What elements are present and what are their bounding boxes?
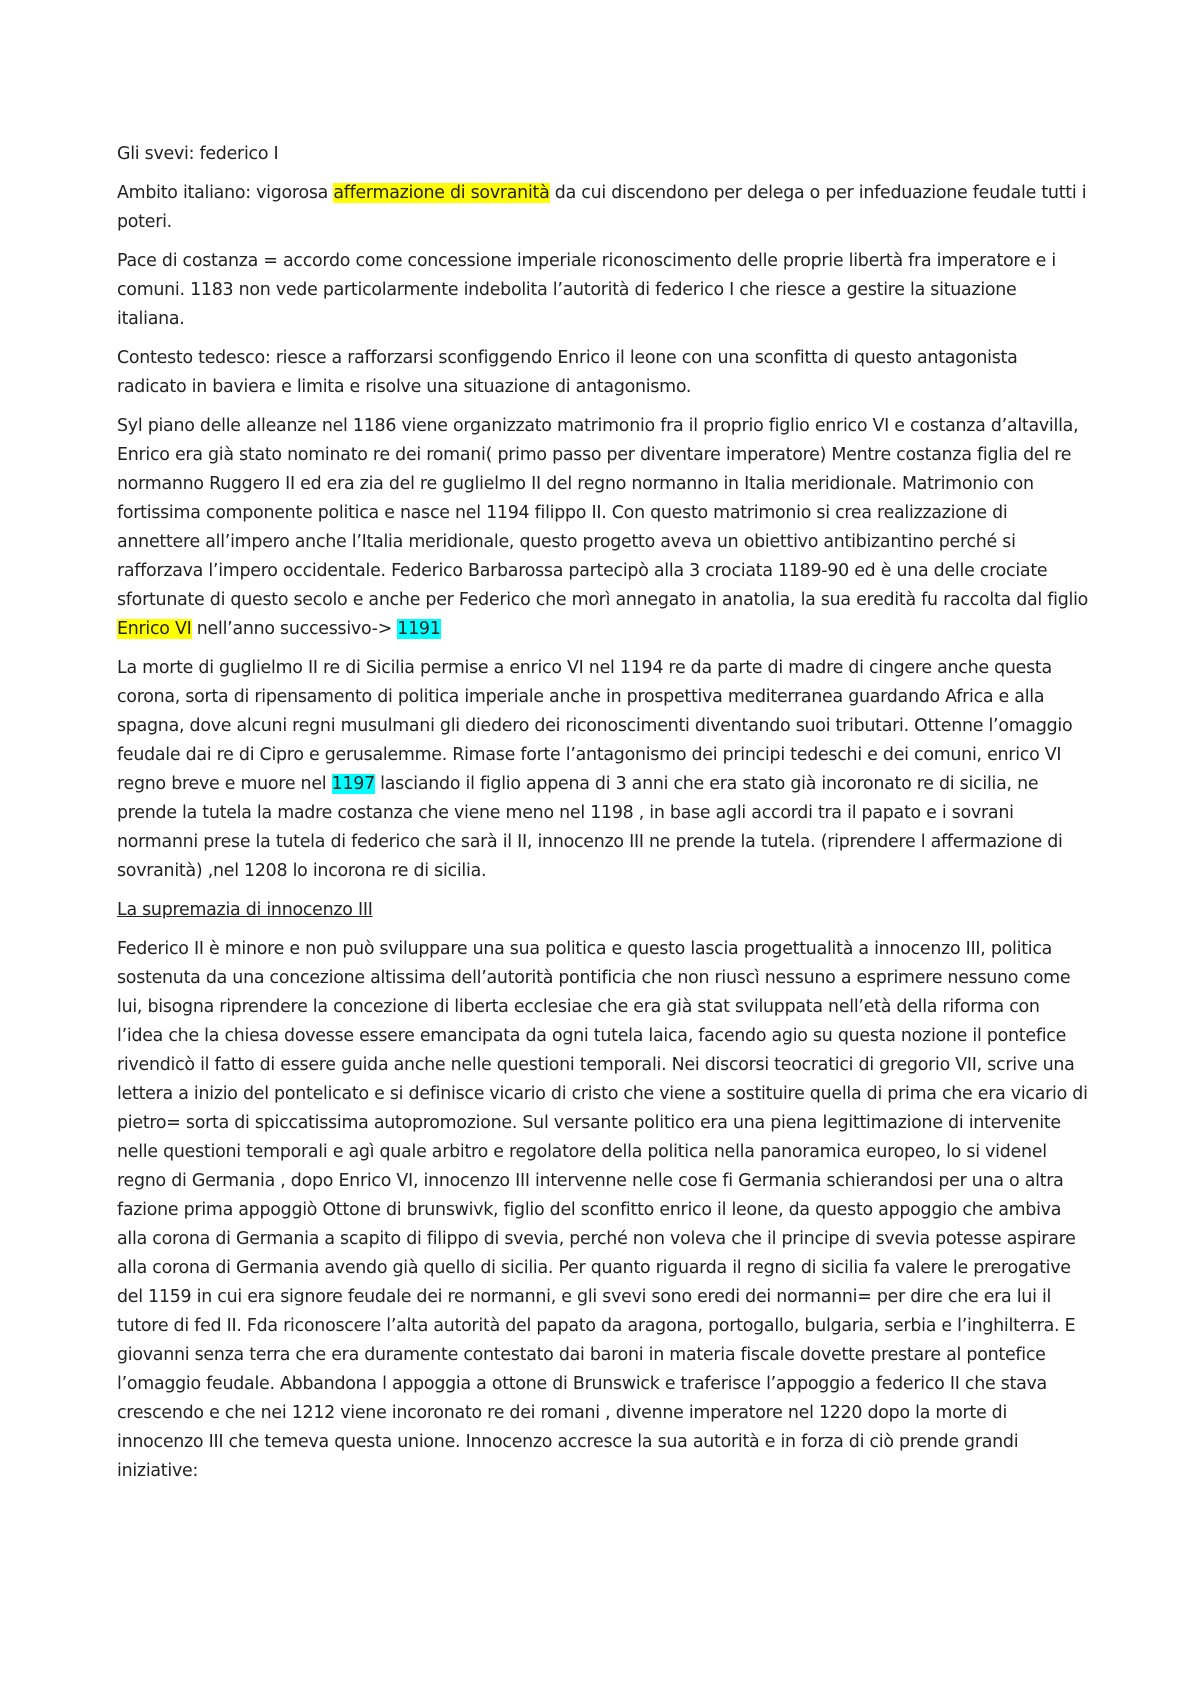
document-title <box>117 140 1089 169</box>
text-run: Federico II è minore e non può sviluppare una sua politica e questo lascia progettualità a innocenzo III, politica sostenuta da una concezione altissima dell’autorità pontificia che non riuscì nessuno a esprimere nessuno come lui, bisogna riprendere la concezione di liberta ecclesiae che era già stat sviluppata nell’età della riforma con l’idea che la chiesa dovesse essere emancipata da ogni tutela laica, facendo agio su questa nozione il pontefice rivendicò il fatto di essere guida anche nelle questioni temporali. Nei discorsi teocratici di gregorio VII, scrive una lettera a inizio del pontelicato e si definisce vicario di cristo che viene a sostituire quella di prima che era vicario di pietro= sorta di spiccatissima autopromozione. Sul versante politico era una piena legittimazione di intervenite nelle questioni temporali e agì quale arbitro e regolatore della politica nella panoramica europeo, lo si videnel regno di Germania , dopo Enrico VI, innocenzo III intervenne nelle cose fi Germania schierandosi per una o altra fazione prima appoggiò Ottone di brunswivk, figlio del sconfitto enrico il leone, da questo appoggio che ambiva alla corona di Germania a scapito di filippo di svevia, perché non voleva che il principe di svevia potesse aspirare alla corona di Germania avendo già quello di sicilia. Per quanto riguarda il regno di sicilia fa valere le prerogative del 1159 in cui era signore feudale dei re normanni, e gli svevi sono eredi dei normanni= per dire che era lui il tutore di fed II. Fda riconoscere l’alta autorità del papato da aragona, portogallo, bulgaria, serbia e l’inghilterra. E giovanni senza terra che era duramente contestato dai baroni in materia fiscale dovette prestare al pontefice l’omaggio feudale. Abbandona l appoggia a ottone di Brunswick e traferisce l’appoggio a federico II che stava crescendo e che nei 1212 viene incoronato re dei romani , divenne imperatore nel 1220 dopo la morte di innocenzo III che temeva questa unione. Innocenzo accresce la sua autorità e in forza di ciò prende grandi iniziative: <box>117 939 1088 1481</box>
text-run: La morte di guglielmo II re di Sicilia permise a enrico VI nel 1194 re da parte di madre di cingere anche questa corona, sorta di ripensamento di politica imperiale anche in prospettiva mediterranea guardando Africa e alla spagna, dove alcuni regni musulmani gli diedero dei riconoscimenti diventando suoi tributari. Ottenne l’omaggio feudale dai re di Cipro e gerusalemme. Rimase forte l’antagonismo dei principi tedeschi e dei comuni, enrico VI regno breve e muore nel <box>117 658 1073 794</box>
highlighted-text: 1191 <box>397 619 441 639</box>
text-run: lasciando il figlio appena di 3 anni che era stato già incoronato re di sicilia, ne prende la tutela la madre costanza che viene meno nel 1198 , in base agli accordi tra il papato e i sovrani normanni prese la tutela di federico che sarà il II, innocenzo III ne prende la tutela. (riprendere l affermazione di sovranità) ,nel 1208 lo incorona re di sicilia. <box>117 774 1063 881</box>
text-run: Syl piano delle alleanze nel 1186 viene organizzato matrimonio fra il proprio figlio enrico VI e costanza d’altavilla, Enrico era già stato nominato re dei romani( primo passo per diventare imperatore) Mentre costanza figlia del re normanno Ruggero II ed era zia del re guglielmo II del regno normanno in Italia meridionale. Matrimonio con fortissima componente politica e nasce nel 1194 filippo II. Con questo matrimonio si crea realizzazione di annettere all’impero anche l’Italia meridionale, questo progetto aveva un obiettivo antibizantino perché si rafforzava l’impero occidentale. Federico Barbarossa partecipò alla 3 crociata 1189-90 ed è una delle crociate sfortunate di questo secolo e anche per Federico che morì annegato in anatolia, la sua eredità fu raccolta dal figlio <box>117 416 1089 610</box>
text-run: nell’anno successivo-> <box>191 619 398 639</box>
highlighted-text: 1197 <box>331 774 375 794</box>
text-run: Gli svevi: federico I <box>117 144 279 164</box>
paragraph <box>117 935 1089 1486</box>
text-run: da cui discendono per delega o per infeduazione feudale tutti i poteri. <box>117 183 1087 232</box>
text-run: La supremazia di innocenzo III <box>117 900 373 920</box>
highlighted-text: Enrico VI <box>117 619 192 639</box>
section-heading <box>117 896 1089 925</box>
paragraph <box>117 247 1089 334</box>
paragraph <box>117 654 1089 886</box>
text-run: Pace di costanza = accordo come concessione imperiale riconoscimento delle proprie libertà fra imperatore e i comuni. 1183 non vede particolarmente indebolita l’autorità di federico I che riesce a gestire la situazione italiana. <box>117 251 1056 329</box>
text-run: Ambito italiano: vigorosa <box>117 183 334 203</box>
paragraph <box>117 179 1089 237</box>
document-body <box>117 140 1089 1496</box>
text-run: Contesto tedesco: riesce a rafforzarsi sconfiggendo Enrico il leone con una sconfitta di questo antagonista radicato in baviera e limita e risolve una situazione di antagonismo. <box>117 348 1018 397</box>
highlighted-text: affermazione di sovranità <box>333 183 550 203</box>
paragraph <box>117 412 1089 644</box>
paragraph <box>117 344 1089 402</box>
